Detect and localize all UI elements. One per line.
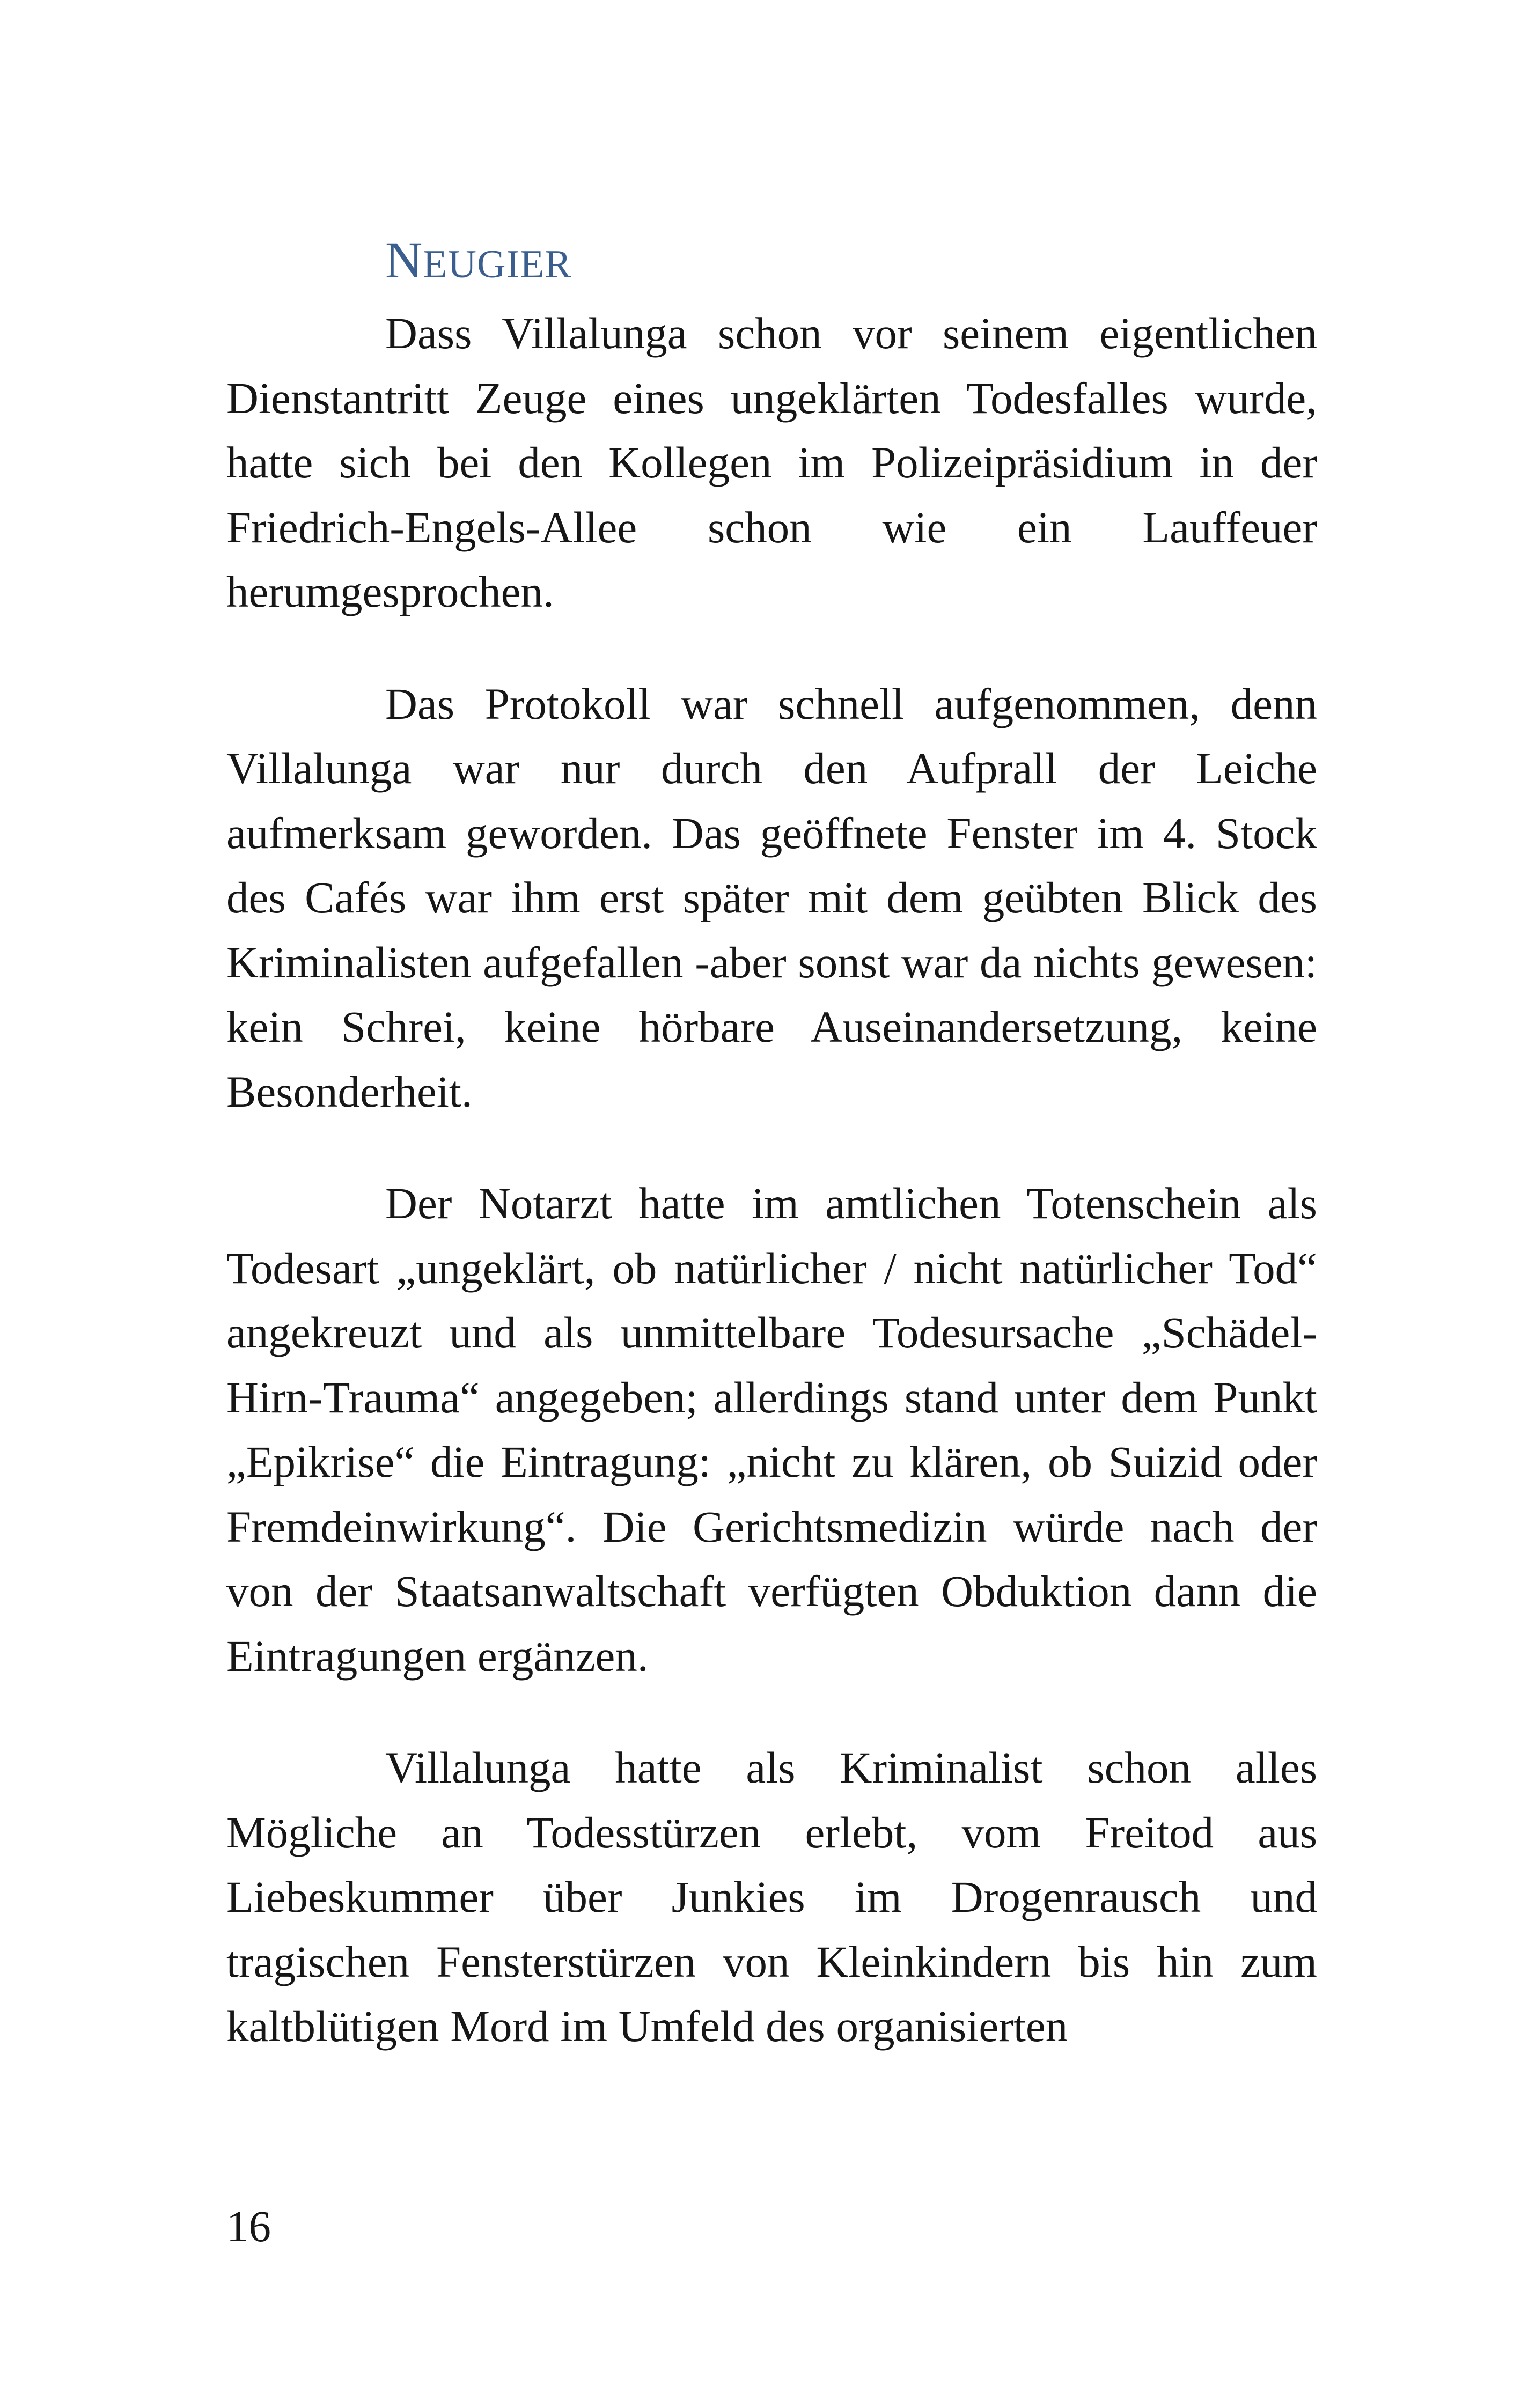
body-text [226, 301, 1317, 2059]
paragraph-1: Dass Villalunga schon vor seinem eigentlichen Dienstantritt Zeuge eines ungeklärten Todesfalles wurde, hatte sich bei den Kollegen im Polizeipräsidium in der Friedrich-Engels-Allee schon wie ein Lauffeuer herumgesprochen. [226, 308, 1317, 616]
paragraph-2: Das Protokoll war schnell aufgenommen, denn Villalunga war nur durch den Aufprall der Leiche aufmerksam geworden. Das geöffnete Fenster im 4. Stock des Cafés war ihm erst später mit dem geübten Blick des Kriminalisten aufgefallen -aber sonst war da nichts gewesen: kein Schrei, keine hörbare Auseinandersetzung, keine Besonderheit. [226, 679, 1317, 1116]
paragraph-3: Der Notarzt hatte im amtlichen Totenschein als Todesart „ungeklärt, ob natürlicher / nicht natürlicher Tod“ angekreuzt und als unmittelbare Todesursache „Schädel-Hirn-Trauma“ angegeben; allerdings stand unter dem Punkt „Epikrise“ die Eintragung: „nicht zu klären, ob Suizid oder Fremdeinwirkung“. Die Gerichtsmedizin würde nach der von der Staatsanwaltschaft verfügten Obduktion dann die Eintragungen ergänzen. [226, 1179, 1317, 1681]
chapter-title-smallcaps: EUGIER [423, 242, 572, 286]
paragraph-4: Villalunga hatte als Kriminalist schon alles Mögliche an Todesstürzen erlebt, vom Freitod aus Liebeskummer über Junkies im Drogenrausch und tragischen Fensterstürzen von Kleinkindern bis hin zum kaltblütigen Mord im Umfeld des organisierten [226, 1743, 1317, 2051]
chapter-title [385, 231, 572, 294]
chapter-title-initial: N [385, 231, 423, 289]
page-number: 16 [226, 2201, 271, 2251]
